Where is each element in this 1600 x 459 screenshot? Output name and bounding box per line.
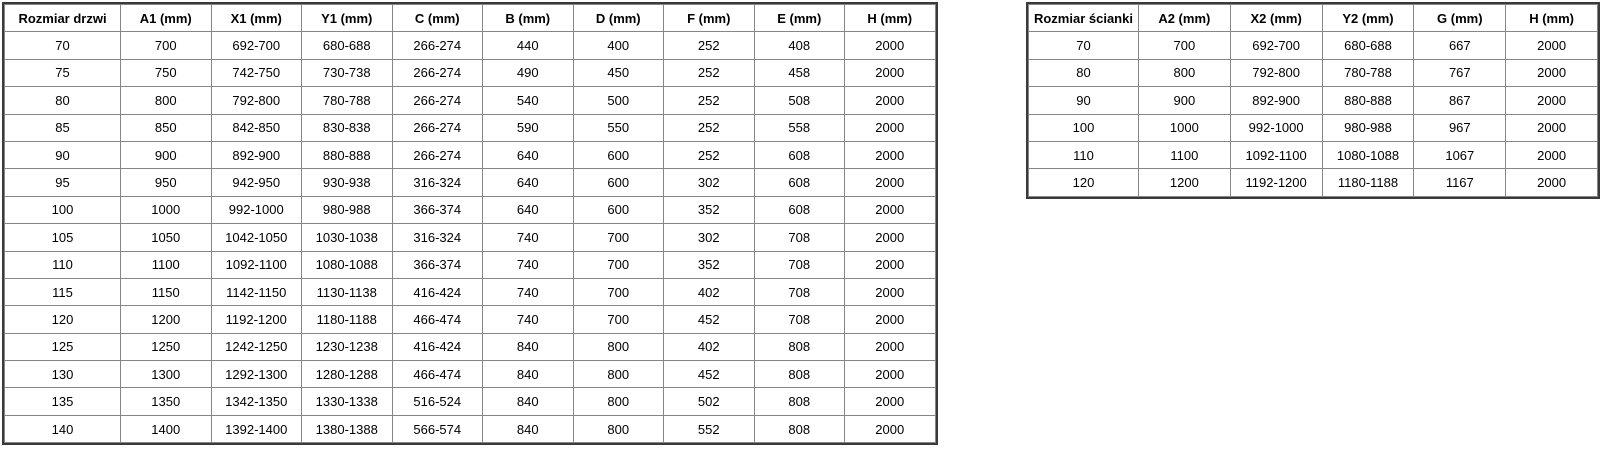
table-cell: 466-474 — [392, 361, 483, 388]
table-cell: 1100 — [121, 251, 212, 278]
table-cell: 408 — [754, 32, 845, 59]
table-cell: 992-1000 — [1230, 114, 1322, 141]
column-header: X2 (mm) — [1230, 5, 1322, 32]
table-cell: 608 — [754, 141, 845, 168]
table-cell: 2000 — [845, 114, 936, 141]
table-cell: 95 — [5, 169, 121, 196]
table-cell: 700 — [121, 32, 212, 59]
table-cell: 252 — [664, 114, 755, 141]
table-cell: 130 — [5, 361, 121, 388]
table-row — [5, 333, 936, 360]
table-row — [1029, 141, 1598, 168]
table-cell: 1280-1288 — [302, 361, 393, 388]
table-cell: 780-788 — [1322, 59, 1414, 86]
table-cell: 252 — [664, 141, 755, 168]
table-cell: 800 — [1138, 59, 1230, 86]
table-cell: 135 — [5, 388, 121, 415]
table-cell: 800 — [121, 87, 212, 114]
table-row — [1029, 114, 1598, 141]
table-cell: 740 — [483, 278, 574, 305]
wall-size-table-grid — [1028, 4, 1598, 197]
table-cell: 840 — [483, 388, 574, 415]
table-cell: 252 — [664, 59, 755, 86]
table-cell: 830-838 — [302, 114, 393, 141]
table-cell: 302 — [664, 169, 755, 196]
table-cell: 2000 — [845, 169, 936, 196]
table-cell: 1350 — [121, 388, 212, 415]
table-row — [1029, 169, 1598, 196]
table-cell: 316-324 — [392, 169, 483, 196]
table-cell: 692-700 — [211, 32, 302, 59]
table-cell: 880-888 — [302, 141, 393, 168]
table-cell: 85 — [5, 114, 121, 141]
table-cell: 266-274 — [392, 114, 483, 141]
table-cell: 700 — [573, 306, 664, 333]
table-cell: 1167 — [1414, 169, 1506, 196]
table-cell: 767 — [1414, 59, 1506, 86]
table-cell: 2000 — [845, 361, 936, 388]
table-cell: 708 — [754, 306, 845, 333]
table-cell: 608 — [754, 169, 845, 196]
table-cell: 2000 — [845, 196, 936, 223]
table-cell: 352 — [664, 196, 755, 223]
table-cell: 1000 — [1138, 114, 1230, 141]
table-cell: 780-788 — [302, 87, 393, 114]
table-row — [5, 169, 936, 196]
table-cell: 2000 — [1506, 59, 1598, 86]
table-cell: 892-900 — [1230, 87, 1322, 114]
header-row — [1029, 5, 1598, 32]
column-header: E (mm) — [754, 5, 845, 32]
table-cell: 930-938 — [302, 169, 393, 196]
table-cell: 800 — [573, 415, 664, 442]
table-cell: 466-474 — [392, 306, 483, 333]
table-cell: 552 — [664, 415, 755, 442]
table-cell: 566-574 — [392, 415, 483, 442]
table-cell: 402 — [664, 333, 755, 360]
table-cell: 516-524 — [392, 388, 483, 415]
table-row — [5, 388, 936, 415]
table-cell: 1380-1388 — [302, 415, 393, 442]
table-cell: 115 — [5, 278, 121, 305]
table-cell: 840 — [483, 361, 574, 388]
table-cell: 2000 — [1506, 141, 1598, 168]
table-cell: 252 — [664, 32, 755, 59]
table-cell: 90 — [1029, 87, 1139, 114]
table-cell: 840 — [483, 415, 574, 442]
table-cell: 840 — [483, 333, 574, 360]
door-size-table-grid — [4, 4, 936, 443]
table-cell: 1342-1350 — [211, 388, 302, 415]
column-header: X1 (mm) — [211, 5, 302, 32]
column-header: Y1 (mm) — [302, 5, 393, 32]
table-row — [5, 251, 936, 278]
table-cell: 458 — [754, 59, 845, 86]
table-cell: 892-900 — [211, 141, 302, 168]
table-cell: 1000 — [121, 196, 212, 223]
table-row — [5, 196, 936, 223]
table-cell: 640 — [483, 169, 574, 196]
table-cell: 708 — [754, 224, 845, 251]
table-cell: 1080-1088 — [302, 251, 393, 278]
column-header: B (mm) — [483, 5, 574, 32]
table-cell: 800 — [573, 388, 664, 415]
table-cell: 100 — [5, 196, 121, 223]
table-cell: 2000 — [1506, 87, 1598, 114]
table-cell: 266-274 — [392, 141, 483, 168]
table-cell: 1080-1088 — [1322, 141, 1414, 168]
table-cell: 2000 — [845, 224, 936, 251]
table-cell: 692-700 — [1230, 32, 1322, 59]
table-cell: 850 — [121, 114, 212, 141]
table-cell: 508 — [754, 87, 845, 114]
table-cell: 640 — [483, 141, 574, 168]
table-cell: 2000 — [845, 306, 936, 333]
column-header: G (mm) — [1414, 5, 1506, 32]
table-cell: 502 — [664, 388, 755, 415]
table-cell: 942-950 — [211, 169, 302, 196]
table-row — [5, 87, 936, 114]
table-cell: 1092-1100 — [211, 251, 302, 278]
table-cell: 302 — [664, 224, 755, 251]
table-cell: 1092-1100 — [1230, 141, 1322, 168]
table-cell: 700 — [573, 251, 664, 278]
column-header: Rozmiar ścianki — [1029, 5, 1139, 32]
table-cell: 1142-1150 — [211, 278, 302, 305]
table-cell: 1200 — [121, 306, 212, 333]
table-cell: 1030-1038 — [302, 224, 393, 251]
table-cell: 2000 — [845, 87, 936, 114]
table-cell: 700 — [573, 224, 664, 251]
table-cell: 600 — [573, 169, 664, 196]
table-cell: 2000 — [845, 415, 936, 442]
table-cell: 1250 — [121, 333, 212, 360]
table-cell: 792-800 — [211, 87, 302, 114]
table-cell: 740 — [483, 306, 574, 333]
table-cell: 750 — [121, 59, 212, 86]
table-cell: 366-374 — [392, 196, 483, 223]
table-cell: 550 — [573, 114, 664, 141]
table-cell: 700 — [573, 278, 664, 305]
table-cell: 2000 — [1506, 32, 1598, 59]
table-cell: 967 — [1414, 114, 1506, 141]
column-header: H (mm) — [1506, 5, 1598, 32]
table-cell: 452 — [664, 361, 755, 388]
table-cell: 2000 — [845, 278, 936, 305]
table-cell: 125 — [5, 333, 121, 360]
table-row — [1029, 32, 1598, 59]
table-cell: 80 — [1029, 59, 1139, 86]
table-cell: 452 — [664, 306, 755, 333]
table-cell: 600 — [573, 141, 664, 168]
table-cell: 2000 — [1506, 114, 1598, 141]
table-cell: 2000 — [845, 32, 936, 59]
table-cell: 667 — [1414, 32, 1506, 59]
table-cell: 266-274 — [392, 32, 483, 59]
table-cell: 558 — [754, 114, 845, 141]
table-cell: 70 — [1029, 32, 1139, 59]
table-cell: 708 — [754, 251, 845, 278]
table-cell: 366-374 — [392, 251, 483, 278]
table-cell: 440 — [483, 32, 574, 59]
table-cell: 450 — [573, 59, 664, 86]
table-cell: 1150 — [121, 278, 212, 305]
table-cell: 590 — [483, 114, 574, 141]
table-cell: 490 — [483, 59, 574, 86]
table-cell: 1130-1138 — [302, 278, 393, 305]
table-cell: 808 — [754, 388, 845, 415]
table-cell: 80 — [5, 87, 121, 114]
table-cell: 2000 — [845, 251, 936, 278]
table-cell: 1180-1188 — [302, 306, 393, 333]
table-row — [5, 306, 936, 333]
column-header: Rozmiar drzwi — [5, 5, 121, 32]
table-cell: 540 — [483, 87, 574, 114]
table-cell: 1400 — [121, 415, 212, 442]
table-cell: 1042-1050 — [211, 224, 302, 251]
table-cell: 2000 — [845, 333, 936, 360]
table-cell: 110 — [5, 251, 121, 278]
table-cell: 980-988 — [1322, 114, 1414, 141]
table-cell: 950 — [121, 169, 212, 196]
table-cell: 980-988 — [302, 196, 393, 223]
table-cell: 105 — [5, 224, 121, 251]
table-cell: 2000 — [845, 141, 936, 168]
table-row — [5, 114, 936, 141]
table-cell: 600 — [573, 196, 664, 223]
door-size-table — [2, 2, 938, 445]
header-row — [5, 5, 936, 32]
table-row — [5, 361, 936, 388]
column-header: A2 (mm) — [1138, 5, 1230, 32]
table-cell: 1100 — [1138, 141, 1230, 168]
table-cell: 740 — [483, 251, 574, 278]
table-cell: 110 — [1029, 141, 1139, 168]
table-cell: 867 — [1414, 87, 1506, 114]
table-cell: 842-850 — [211, 114, 302, 141]
table-cell: 808 — [754, 333, 845, 360]
table-cell: 1330-1338 — [302, 388, 393, 415]
table-cell: 500 — [573, 87, 664, 114]
table-cell: 120 — [5, 306, 121, 333]
table-cell: 880-888 — [1322, 87, 1414, 114]
table-cell: 680-688 — [1322, 32, 1414, 59]
table-cell: 1392-1400 — [211, 415, 302, 442]
table-cell: 266-274 — [392, 59, 483, 86]
table-cell: 1300 — [121, 361, 212, 388]
table-cell: 1230-1238 — [302, 333, 393, 360]
table-cell: 640 — [483, 196, 574, 223]
table-row — [5, 224, 936, 251]
table-cell: 1180-1188 — [1322, 169, 1414, 196]
wall-size-table — [1026, 2, 1600, 199]
table-cell: 2000 — [845, 388, 936, 415]
table-cell: 608 — [754, 196, 845, 223]
column-header: D (mm) — [573, 5, 664, 32]
column-header: F (mm) — [664, 5, 755, 32]
table-row — [5, 32, 936, 59]
table-row — [1029, 87, 1598, 114]
table-cell: 740 — [483, 224, 574, 251]
table-cell: 808 — [754, 361, 845, 388]
table-cell: 1292-1300 — [211, 361, 302, 388]
table-cell: 742-750 — [211, 59, 302, 86]
table-cell: 680-688 — [302, 32, 393, 59]
column-header: A1 (mm) — [121, 5, 212, 32]
table-cell: 800 — [573, 361, 664, 388]
table-row — [5, 141, 936, 168]
table-cell: 416-424 — [392, 278, 483, 305]
table-row — [5, 415, 936, 442]
table-cell: 1050 — [121, 224, 212, 251]
table-cell: 808 — [754, 415, 845, 442]
column-header: Y2 (mm) — [1322, 5, 1414, 32]
table-cell: 900 — [121, 141, 212, 168]
table-cell: 1192-1200 — [1230, 169, 1322, 196]
table-cell: 1242-1250 — [211, 333, 302, 360]
table-cell: 70 — [5, 32, 121, 59]
column-header: C (mm) — [392, 5, 483, 32]
table-cell: 316-324 — [392, 224, 483, 251]
table-cell: 266-274 — [392, 87, 483, 114]
table-cell: 708 — [754, 278, 845, 305]
table-cell: 792-800 — [1230, 59, 1322, 86]
table-cell: 416-424 — [392, 333, 483, 360]
table-cell: 992-1000 — [211, 196, 302, 223]
table-cell: 120 — [1029, 169, 1139, 196]
table-cell: 2000 — [1506, 169, 1598, 196]
table-cell: 2000 — [845, 59, 936, 86]
table-row — [5, 59, 936, 86]
table-cell: 75 — [5, 59, 121, 86]
table-cell: 730-738 — [302, 59, 393, 86]
table-cell: 700 — [1138, 32, 1230, 59]
table-cell: 800 — [573, 333, 664, 360]
table-cell: 90 — [5, 141, 121, 168]
table-cell: 140 — [5, 415, 121, 442]
table-cell: 100 — [1029, 114, 1139, 141]
column-header: H (mm) — [845, 5, 936, 32]
table-cell: 402 — [664, 278, 755, 305]
table-cell: 400 — [573, 32, 664, 59]
table-cell: 900 — [1138, 87, 1230, 114]
table-cell: 1200 — [1138, 169, 1230, 196]
table-cell: 1192-1200 — [211, 306, 302, 333]
table-cell: 252 — [664, 87, 755, 114]
table-cell: 352 — [664, 251, 755, 278]
table-row — [1029, 59, 1598, 86]
table-cell: 1067 — [1414, 141, 1506, 168]
table-row — [5, 278, 936, 305]
